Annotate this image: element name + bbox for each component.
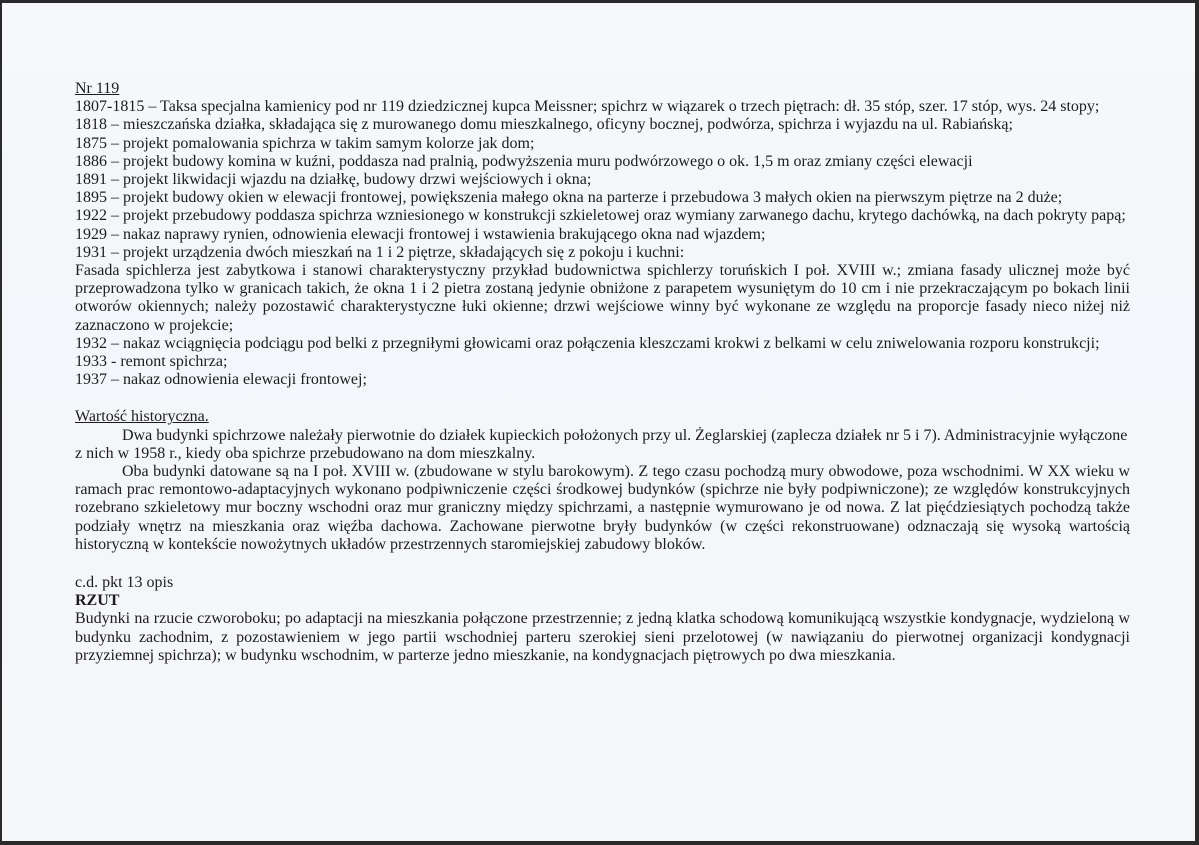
history-entry-1818: 1818 – mieszczańska działka, składająca się z murowanego domu mieszkalnego, oficyny bocznej, podwórza, spichrza i wyjazdu na ul. Rabiańską; xyxy=(75,116,1013,134)
historical-value-paragraph-2: Oba budynki datowane są na I poł. XVIII w. (zbudowane w stylu barokowym). Z tego czasu pochodzą mury obwodowe, poza wschodnimi. W XX wieku w ramach prac remontowo-adaptacyjnych wykonano podpiwniczenie części środkowej budynków (spichrze nie były podpiwniczone); ze względów konstrukcyjnych rozebrano szkieletowy mur boczny wschodni oraz mur graniczny między spichrzami, a następnie wymurowano je od nowa. Z lat pięćdziesiątych pochodzą także podziały wnętrz na mieszkania oraz więźba dachowa. Zachowane pierwotne bryły budynków (w części rekonstruowane) odznaczają się wysoką wartością historyczną w kontekście nowożytnych układów przestrzennych staromiejskiej zabudowy bloków. xyxy=(75,463,1130,553)
historical-value-paragraph-1: Dwa budynki spichrzowe należały pierwotnie do działek kupieckich położonych przy ul. Żeglarskiej (zaplecza działek nr 5 i 7). Administracyjnie wyłączone z nich w 1958 r., kiedy oba spichrze przebudowano na dom mieszkalny. xyxy=(75,426,1128,462)
history-entry-1922: 1922 – projekt przebudowy poddasza spichrza wzniesionego w konstrukcji szkieletowej oraz wymiany zarwanego dachu, krytego dachówką, na dach pokryty papą; xyxy=(75,207,1126,225)
history-entry-1807: 1807-1815 – Taksa specjalna kamienicy pod nr 119 dziedzicznej kupca Meissner; spichrz w wiązarek o trzech piętrach: dł. 35 stóp, szer. 17 stóp, wys. 24 stopy; xyxy=(75,98,1100,116)
history-entry-1929: 1929 – nakaz naprawy rynien, odnowienia elewacji frontowej i wstawienia brakującego okna nad wjazdem; xyxy=(75,225,766,243)
history-entry-1891: 1891 – projekt likwidacji wjazdu na działkę, budowy drzwi wejściowych i okna; xyxy=(75,171,592,189)
document-title: Nr 119 xyxy=(75,80,120,97)
history-entry-1886: 1886 – projekt budowy komina w kuźni, poddasza nad pralnią, podwyższenia muru podwórzowego o ok. 1,5 m oraz zmiany części elewacji xyxy=(75,152,973,170)
spacer xyxy=(75,389,1130,408)
scanned-page xyxy=(2,3,1195,841)
history-entry-1895: 1895 – projekt budowy okien w elewacji frontowej, powiększenia małego okna na parterze i przebudowa 3 małych okien na pierwszym piętrze na 2 duże; xyxy=(75,189,1063,207)
continuation-label: c.d. pkt 13 opis xyxy=(75,574,174,592)
history-entry-1932: 1932 – nakaz wciągnięcia podciągu pod belki z przegniłymi głowicami oraz połączenia kleszczami krokwi z belkami w celu zniwelowania rozporu konstrukcji; xyxy=(75,334,1100,352)
history-entry-1931: 1931 – projekt urządzenia dwóch mieszkań na 1 i 2 piętrze, składających się z pokoju i kuchni: xyxy=(75,243,685,261)
historical-value-heading: Wartość historyczna. xyxy=(75,408,209,426)
document-body xyxy=(75,80,1130,665)
history-entry-1875: 1875 – projekt pomalowania spichrza w takim samym kolorze jak dom; xyxy=(75,134,535,152)
history-entry-1933: 1933 - remont spichrza; xyxy=(75,353,228,371)
rzut-description: Budynki na rzucie czworoboku; po adaptacji na mieszkania połączone przestrzennie; z jedną klatka schodową komunikującą wszystkie kondygnacje, wydzieloną w budynku zachodnim, z pozostawieniem w jego partii wschodniej parteru szerokiej sieni przelotowej (w nawiązaniu do pierwotnej organizacji kondygnacji przyziemnej spichrza); w budynku wschodnim, w parterze jedno mieszkanie, na kondygnacjach piętrowych po dwa mieszkania. xyxy=(75,610,1130,664)
spacer xyxy=(75,554,1130,574)
facade-note: Fasada spichlerza jest zabytkowa i stanowi charakterystyczny przykład budownictwa spichlerzy toruńskich I poł. XVIII w.; zmiana fasady ulicznej może być przeprowadzona tylko w granicach takich, że okna 1 i 2 pietra zostaną jedynie obniżone z parapetem wysuniętym do 10 cm i nie przekraczającym po bokach linii otworów okiennych; należy pozostawić charakterystyczne łuki okienne; drzwi wejściowe winny być wykonane ze względu na proporcje fasady nieco niżej niż zaznaczono w projekcie; xyxy=(75,262,1130,334)
section-title-rzut: RZUT xyxy=(75,592,120,610)
history-entry-1937: 1937 – nakaz odnowienia elewacji frontowej; xyxy=(75,371,367,389)
